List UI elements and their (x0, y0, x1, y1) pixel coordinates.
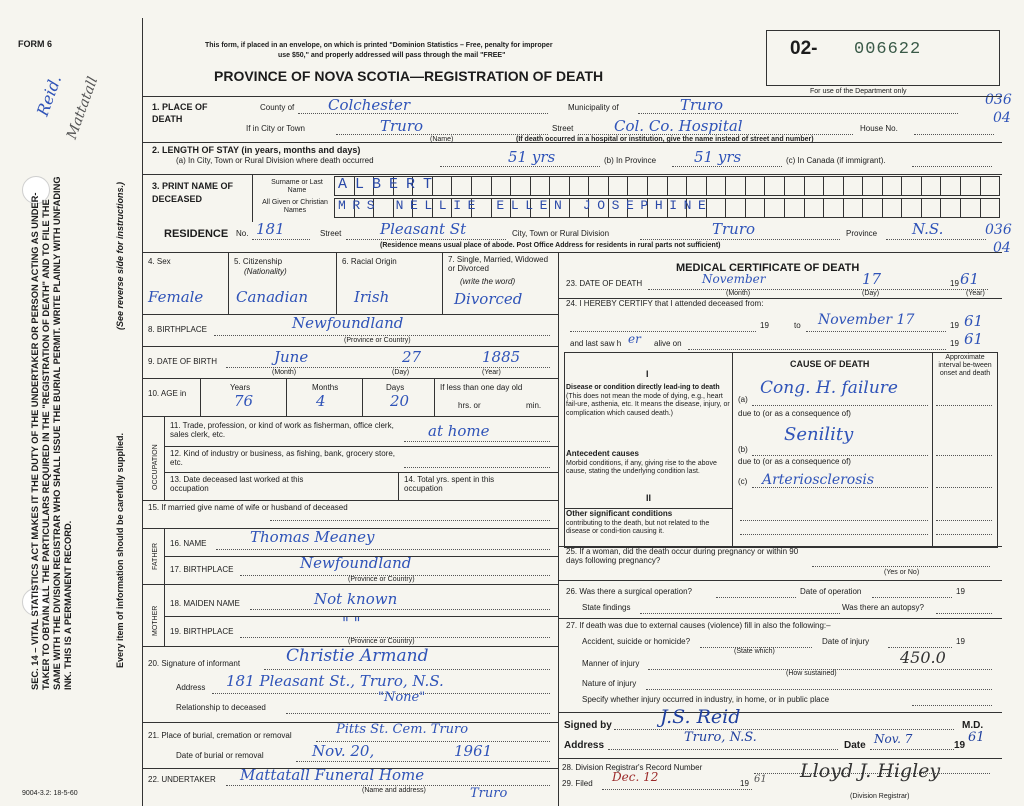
cod-c-value[interactable]: Arteriosclerosis (762, 472, 875, 488)
certify-label: 24. I HEREBY CERTIFY that I attended deceased from: (566, 299, 764, 308)
dob-month-hint: (Month) (272, 369, 297, 376)
dept-code-4: 04 (993, 240, 1011, 256)
dod-month[interactable]: November (702, 272, 766, 286)
dod-day-hint: (Day) (862, 290, 880, 297)
mother-side-label: MOTHER (152, 605, 159, 636)
margin-every-item: Every item of information should be carefully supplied. (115, 432, 125, 668)
q29-label: 29. Filed (562, 779, 593, 788)
mother-bp-hint: (Province or Country) (348, 638, 415, 645)
citizenship-label: 5. Citizenship (234, 257, 283, 266)
alive-19: 19 (950, 339, 959, 348)
dob-year[interactable]: 1885 (482, 348, 521, 366)
age-years[interactable]: 76 (234, 392, 254, 410)
q15-label: 15. If married give name of wife or husband of deceased (148, 503, 348, 512)
informant-rel-label: Relationship to deceased (176, 703, 266, 712)
burial-year[interactable]: 1961 (454, 742, 493, 760)
notice-line-2: use $50," and properly addressed will pass through the mail "FREE" (278, 52, 506, 59)
form-number: FORM 6 (18, 39, 53, 49)
medical-title: MEDICAL CERTIFICATE OF DEATH (676, 262, 860, 274)
min-label: min. (526, 401, 542, 410)
municipality-value[interactable]: Truro (680, 96, 724, 114)
birthplace-value[interactable]: Newfoundland (292, 314, 404, 332)
registrar-label: (Division Registrar) (850, 793, 910, 800)
residence-no[interactable]: 181 (256, 220, 285, 238)
alive-on-label: alive on (654, 339, 682, 348)
certify-to-19: 19 (950, 321, 959, 330)
father-name-label: 16. NAME (170, 539, 207, 548)
burial-place[interactable]: Pitts St. Cem. Truro (336, 722, 469, 737)
age-label: 10. AGE in (148, 389, 187, 398)
med-addr[interactable]: Truro, N.S. (684, 730, 757, 745)
dod-label: 23. DATE OF DEATH (566, 279, 643, 288)
date-injury-label: Date of injury (822, 637, 870, 646)
certify-to-year[interactable]: 61 (964, 312, 984, 330)
surname-value[interactable]: ALBERT (338, 176, 441, 193)
stay-a-value[interactable]: 51 yrs (508, 148, 556, 166)
origin-value[interactable]: Irish (354, 288, 390, 306)
q26-19: 19 (956, 587, 965, 596)
med-addr-label: Address (564, 740, 605, 751)
residence-street[interactable]: Pleasant St (380, 220, 467, 238)
state-which: (State which) (734, 648, 775, 655)
birthplace-hint: (Province or Country) (344, 337, 411, 344)
last-saw-value[interactable]: er (628, 332, 641, 346)
q26-label: 26. Was there a surgical operation? (566, 587, 692, 596)
dod-year[interactable]: 61 (960, 270, 980, 288)
residence-province-label: Province (846, 229, 878, 238)
given-label: All Given or Christian Names (262, 199, 328, 214)
med-date-19: 19 (954, 740, 966, 751)
undertaker-town[interactable]: Truro (470, 786, 508, 801)
cod-a-value[interactable]: Cong. H. failure (760, 378, 898, 398)
form-title: PROVINCE OF NOVA SCOTIA—REGISTRATION OF DEATH (214, 68, 604, 84)
cod-roman-1: I (646, 369, 649, 379)
q27-label: 27. If death was due to external causes (violence) fill in also the following:– (566, 621, 831, 630)
given-value[interactable]: MRS NELLIE ELLEN JOSEPHINE (338, 198, 713, 213)
birthplace-label: 8. BIRTHPLACE (148, 325, 207, 334)
hrs-label: hrs. or (458, 401, 481, 410)
cod-roman-2: II (646, 493, 652, 503)
margin-see-reverse: (See reverse side for instructions.) (115, 181, 125, 330)
certify-to-date[interactable]: November 17 (818, 312, 915, 328)
certify-from-19: 19 (760, 321, 769, 330)
hospital-note: (If death occurred in a hospital or institution, give the name instead of street and number) (516, 136, 814, 143)
specify-label: Specify whether injury occurred in industry, in home, or in public place (582, 695, 830, 704)
age-days[interactable]: 20 (390, 392, 410, 410)
dept-code-2: 04 (993, 110, 1011, 126)
margin-sec14-text: SEC. 14 – VITAL STATISTICS ACT MAKES IT THE DUTY OF THE UNDERTAKER OR PERSON ACTING AS UNDER-TAKER TO OBTAIN ALL THE PARTICULARS REQUIRED IN THE "REGISTRATION OF DEATH" AND TO FILE THE SAME WITH THE DIVISION REGISTRAR WHO SHALL ISSUE THE BURIAL PERMIT. WRITE PLAINLY WITH UNFADING INK. THIS IS A PERMANENT RECORD. (30, 176, 73, 690)
q25-label: 25. If a woman, did the death occur during pregnancy or within 90 days following pregnancy? (566, 547, 799, 565)
mother-bp[interactable]: " " (342, 614, 361, 632)
dob-month[interactable]: June (274, 348, 309, 366)
q13-label: 13. Date deceased last worked at this occupation (170, 475, 304, 493)
accident-label: Accident, suicide or homicide? (582, 637, 691, 646)
mother-bp-label: 19. BIRTHPLACE (170, 627, 234, 636)
days-label: Days (386, 383, 405, 392)
med-date[interactable]: Nov. 7 (874, 732, 913, 746)
undertaker-label: 22. UNDERTAKER (148, 775, 216, 784)
md-label: M.D. (962, 720, 984, 731)
citizenship-sub: (Nationality) (244, 267, 287, 276)
q11-value[interactable]: at home (428, 422, 490, 440)
stay-label: 2. LENGTH OF STAY (in years, months and days) (152, 145, 361, 155)
cod-a-label: (a) (738, 395, 748, 404)
cod-title: CAUSE OF DEATH (790, 359, 870, 369)
dob-year-hint: (Year) (482, 369, 501, 376)
cod-b-label: (b) (738, 445, 748, 454)
cod-b-due: due to (or as a consequence of) (738, 457, 851, 466)
sex-value[interactable]: Female (148, 288, 204, 306)
informant-rel[interactable]: "None" (378, 690, 426, 705)
q12-label: 12. Kind of industry or business, as fishing, bank, grocery store, etc. (170, 449, 396, 467)
place-label: 1. PLACE OF DEATH (152, 102, 208, 124)
father-name[interactable]: Thomas Meaney (250, 528, 375, 546)
q25-yes-no: (Yes or No) (884, 569, 920, 576)
stat-code[interactable]: 450.0 (900, 648, 946, 667)
filed-date[interactable]: Dec. 12 (612, 770, 659, 784)
county-label: County of (260, 103, 295, 112)
notice-line-1: This form, if placed in an envelope, on which is printed "Dominion Statistics – Free, penalty for improper (205, 42, 553, 49)
nature-label: Nature of injury (582, 679, 637, 688)
sex-label: 4. Sex (148, 257, 171, 266)
q11-label: 11. Trade, profession, or kind of work as fisherman, office clerk, sales clerk, etc. (170, 421, 394, 439)
burial-place-label: 21. Place of burial, cremation or removal (148, 731, 292, 740)
stay-a-label: (a) In City, Town or Rural Division where death occurred (176, 156, 374, 165)
burial-date[interactable]: Nov. 20, (312, 742, 375, 760)
residence-city-label: City, Town or Rural Division (512, 229, 610, 238)
margin-note-reid: Reid. (32, 72, 66, 119)
cod-interval: Approximate interval be-tween onset and death (938, 354, 992, 377)
city-label: If in City or Town (246, 124, 305, 133)
q28-label: 28. Division Registrar's Record Number (562, 763, 703, 772)
house-label: House No. (860, 124, 898, 133)
residence-street-label: Street (320, 229, 342, 238)
cod-c-label: (c) (738, 477, 748, 486)
informant-addr[interactable]: 181 Pleasant St., Truro, N.S. (226, 672, 444, 690)
signed-value[interactable]: J.S. Reid (660, 706, 741, 728)
deceased-label: 3. PRINT NAME OF DECEASED (152, 181, 234, 204)
last-saw-label: and last saw h (570, 339, 622, 348)
dob-label: 9. DATE OF BIRTH (148, 357, 218, 366)
cod-disease-text: Disease or condition directly lead-ing to death (This does not mean the mode of dying, e.g., heart fail-ure, asthenia, etc. It means the disease, injury, or complication which caused death.) (566, 384, 730, 417)
informant-addr-label: Address (176, 683, 206, 692)
reg-prefix: 02- (790, 38, 818, 59)
stay-c-label: (c) In Canada (if immigrant). (786, 156, 886, 165)
status-sub: (write the word) (460, 277, 516, 286)
street-value[interactable]: Col. Co. Hospital (614, 117, 743, 135)
age-months[interactable]: 4 (316, 392, 326, 410)
how-sustained: (How sustained) (786, 670, 837, 677)
months-label: Months (312, 383, 339, 392)
residence-city[interactable]: Truro (712, 220, 756, 238)
margin-note-mattatall: Mattatall (63, 74, 102, 142)
street-label: Street (552, 124, 574, 133)
occupation-side-label: OCCUPATION (152, 444, 159, 490)
dod-year-hint: (Year) (966, 290, 985, 297)
years-label: Years (230, 383, 251, 392)
med-date-label: Date (844, 740, 866, 751)
state-findings-label: State findings (582, 603, 631, 612)
manner-label: Manner of injury (582, 659, 640, 668)
county-value[interactable]: Colchester (328, 96, 411, 114)
signed-label: Signed by (564, 720, 612, 731)
burial-date-label: Date of burial or removal (176, 751, 264, 760)
citizenship-value[interactable]: Canadian (236, 288, 309, 306)
dod-year-prefix: 19 (950, 279, 959, 288)
form-code: 9004-3.2: 18-5-60 (22, 790, 78, 797)
autopsy-label: Was there an autopsy? (842, 603, 924, 612)
father-bp[interactable]: Newfoundland (300, 554, 412, 572)
certify-to: to (794, 321, 801, 330)
status-label: 7. Single, Married, Widowed or Divorced (448, 255, 549, 273)
filed-year[interactable]: 61 (754, 774, 767, 785)
dept-use-note: For use of the Department only (810, 88, 907, 95)
filed-19: 19 (740, 779, 749, 788)
status-value[interactable]: Divorced (454, 290, 523, 308)
med-date-year[interactable]: 61 (968, 730, 985, 745)
mother-maiden-label: 18. MAIDEN NAME (170, 599, 240, 608)
stay-b-value[interactable]: 51 yrs (694, 148, 742, 166)
father-bp-label: 17. BIRTHPLACE (170, 565, 234, 574)
dob-day[interactable]: 27 (402, 348, 422, 366)
residence-label: RESIDENCE (164, 228, 229, 240)
residence-note: (Residence means usual place of abode. Post Office Address for residents in rural parts not sufficient) (380, 242, 721, 249)
cod-antecedent-text: Antecedent causes Morbid conditions, if any, giving rise to the above cause, stating the underlying condition last. (566, 449, 717, 475)
undertaker-value[interactable]: Mattatall Funeral Home (240, 766, 425, 784)
stay-b-label: (b) In Province (604, 156, 657, 165)
registrar-signature[interactable]: Lloyd J. Higley (800, 760, 941, 782)
residence-no-label: No. (236, 229, 249, 238)
undertaker-hint: (Name and address) (362, 787, 426, 794)
reg-number: 006622 (854, 40, 922, 59)
q14-label: 14. Total yrs. spent in this occupation (404, 475, 495, 493)
cod-a-due: due to (or as a consequence of) (738, 409, 851, 418)
mother-maiden[interactable]: Not known (314, 590, 398, 608)
residence-province[interactable]: N.S. (912, 220, 944, 238)
dept-code-3: 036 (985, 222, 1012, 238)
alive-year[interactable]: 61 (964, 330, 984, 348)
informant-sig[interactable]: Christie Armand (286, 646, 429, 666)
dod-month-hint: (Month) (726, 290, 751, 297)
father-bp-hint: (Province or Country) (348, 576, 415, 583)
q26-date-label: Date of operation (800, 587, 862, 596)
origin-label: 6. Racial Origin (342, 257, 397, 266)
city-value[interactable]: Truro (380, 117, 424, 135)
dob-day-hint: (Day) (392, 369, 410, 376)
cod-other-text: Other significant conditions contributing to the death, but not related to the disease or condi-tion causing it. (566, 509, 710, 535)
cod-b-value[interactable]: Senility (784, 424, 854, 445)
city-name-hint: (Name) (430, 136, 454, 143)
dept-code-1: 036 (985, 92, 1012, 108)
surname-label: Surname or Last Name (271, 179, 323, 194)
dod-day[interactable]: 17 (862, 270, 882, 288)
father-side-label: FATHER (152, 542, 159, 570)
injury-19: 19 (956, 637, 965, 646)
less-than-day-label: If less than one day old (440, 383, 523, 392)
municipality-label: Municipality of (568, 103, 619, 112)
informant-sig-label: 20. Signature of informant (148, 659, 241, 668)
